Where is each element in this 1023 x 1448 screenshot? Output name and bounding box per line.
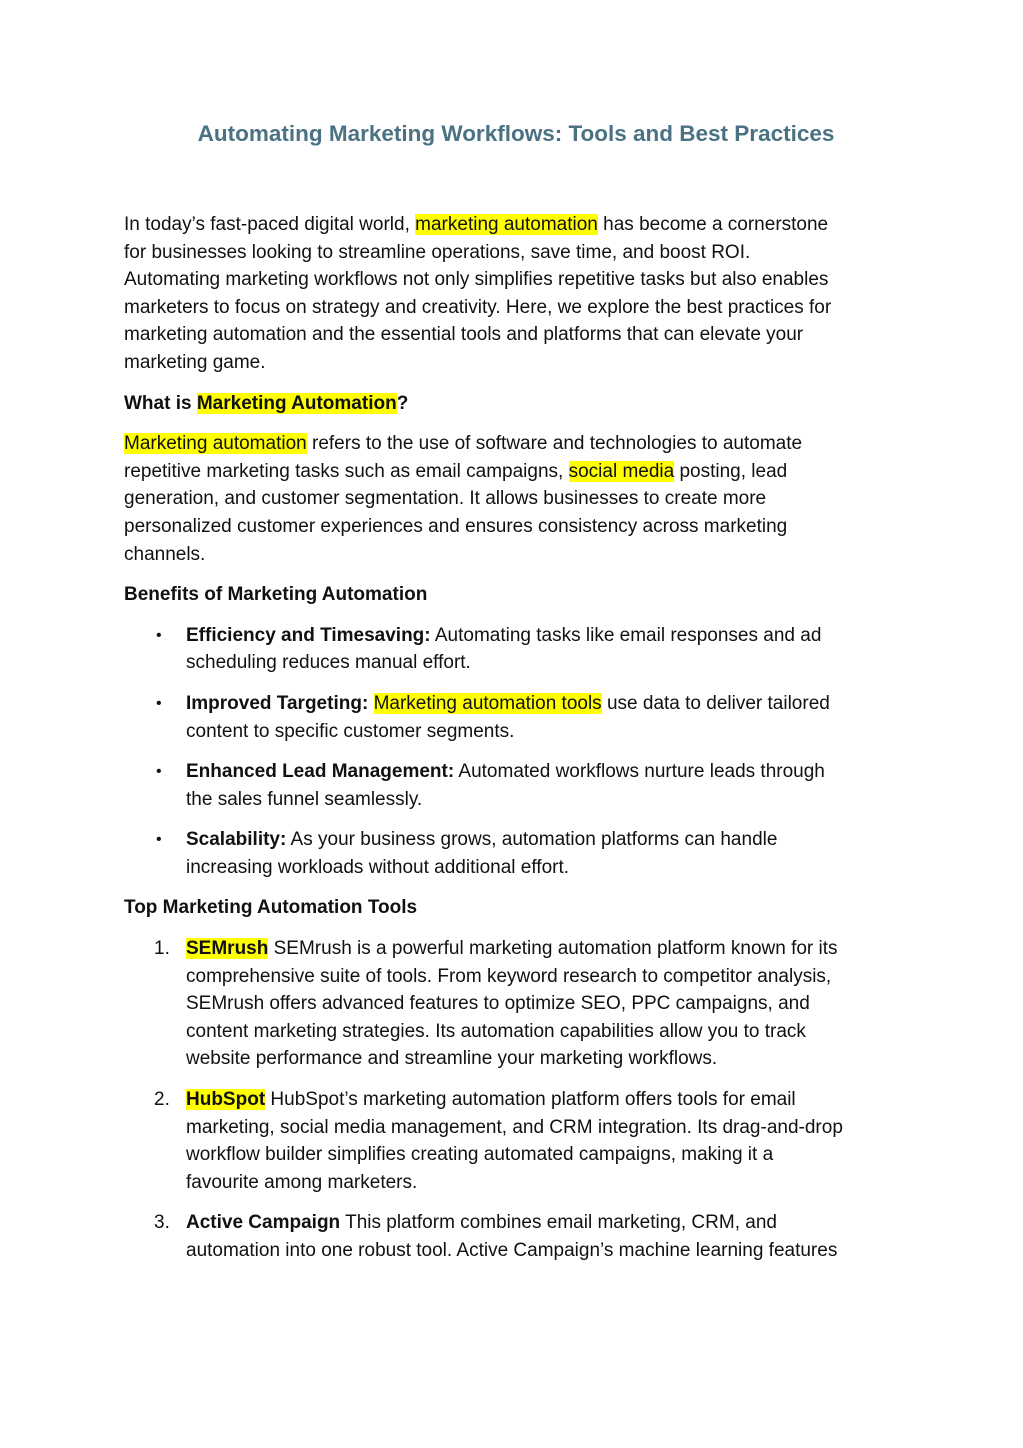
tool-name-active-campaign: Active Campaign — [186, 1212, 341, 1234]
tool-line — [186, 1209, 914, 1237]
intro-paragraph — [124, 211, 914, 377]
intro-line: marketers to focus on strategy and creativity. Here, we explore the best practices for — [124, 296, 832, 318]
highlight-marketing-automation: Marketing automation — [124, 433, 307, 455]
list-number: 3. — [154, 1212, 170, 1234]
list-number: 2. — [154, 1089, 170, 1111]
definition-text: refers to the use of software and technologies to automate — [306, 433, 803, 455]
intro-line: Automating marketing workflows not only simplifies repetitive tasks but also enables — [124, 269, 829, 291]
bullet-icon: • — [156, 763, 162, 781]
heading-text: What is — [124, 392, 197, 414]
tools-heading: Top Marketing Automation Tools — [124, 897, 418, 919]
benefits-list — [124, 622, 914, 882]
tools-list — [124, 935, 914, 1265]
bullet-icon: • — [156, 694, 162, 712]
tool-line: SEMrush offers advanced features to optimize SEO, PPC campaigns, and — [186, 993, 810, 1015]
document-body — [124, 211, 914, 1265]
highlight-marketing-automation-heading: Marketing Automation — [196, 392, 397, 414]
tool-line: workflow builder simplifies creating automated campaigns, making it a — [186, 1144, 774, 1166]
what-is-heading — [124, 390, 914, 418]
benefit-item — [124, 622, 914, 677]
benefit-line: the sales funnel seamlessly. — [186, 788, 423, 810]
intro-line: marketing game. — [124, 351, 266, 373]
tool-line: marketing, social media management, and CRM integration. Its drag-and-drop — [186, 1116, 843, 1138]
highlight-social-media: social media — [568, 460, 675, 482]
benefit-line — [186, 826, 914, 854]
benefit-text: As your business grows, automation platforms can handle — [286, 829, 778, 851]
page-title: Automating Marketing Workflows: Tools and Best Practices — [197, 121, 835, 146]
definition-line — [124, 430, 914, 458]
definition-line: generation, and customer segmentation. It allows businesses to create more — [124, 488, 767, 510]
benefit-line: content to specific customer segments. — [186, 720, 515, 742]
tool-name-semrush: SEMrush — [186, 938, 269, 960]
benefit-item — [124, 758, 914, 813]
intro-text: has become a cornerstone — [597, 214, 829, 235]
list-number: 1. — [154, 938, 170, 960]
definition-text: posting, lead — [674, 460, 788, 482]
definition-text: repetitive marketing tasks such as email campaigns, — [124, 460, 569, 482]
tool-line: comprehensive suite of tools. From keyword research to competitor analysis, — [186, 965, 832, 987]
benefit-line — [186, 690, 914, 718]
tool-text: HubSpot’s marketing automation platform offers tools for email — [265, 1089, 796, 1111]
benefit-item — [124, 690, 914, 745]
benefit-item — [124, 826, 914, 881]
tool-line: favourite among marketers. — [186, 1171, 418, 1193]
tool-line: website performance and streamline your marketing workflows. — [186, 1048, 718, 1070]
benefit-title: Scalability: — [186, 829, 287, 851]
benefit-title: Enhanced Lead Management: — [186, 761, 455, 783]
benefit-text: Automating tasks like email responses and ad — [430, 624, 822, 646]
benefits-heading: Benefits of Marketing Automation — [124, 584, 428, 606]
benefit-text: use data to deliver tailored — [601, 692, 830, 714]
benefit-title: Efficiency and Timesaving: — [186, 624, 431, 646]
intro-line — [124, 211, 914, 239]
definition-line: personalized customer experiences and ensures consistency across marketing — [124, 515, 788, 537]
definition-line — [124, 458, 914, 486]
benefit-line: increasing workloads without additional effort. — [186, 856, 570, 878]
definition-paragraph — [124, 430, 914, 568]
benefit-line — [186, 758, 914, 786]
heading-text: ? — [396, 392, 409, 414]
intro-line: for businesses looking to streamline operations, save time, and boost ROI. — [124, 241, 751, 263]
benefit-title: Improved Targeting: — [186, 692, 369, 714]
bullet-icon: • — [156, 626, 162, 644]
tool-line — [186, 1086, 914, 1114]
tool-item-semrush — [124, 935, 914, 1073]
tool-line: content marketing strategies. Its automation capabilities allow you to track — [186, 1020, 806, 1042]
benefit-line: scheduling reduces manual effort. — [186, 652, 471, 674]
tool-text: SEMrush is a powerful marketing automation platform known for its — [268, 938, 838, 960]
intro-line: marketing automation and the essential tools and platforms that can elevate your — [124, 324, 804, 346]
highlight-marketing-automation-tools: Marketing automation tools — [373, 692, 602, 714]
bullet-icon: • — [156, 831, 162, 849]
highlight-marketing-automation: marketing automation — [415, 214, 598, 235]
tool-item-hubspot — [124, 1086, 914, 1196]
tool-name-hubspot: HubSpot — [186, 1089, 266, 1111]
intro-text: In today’s fast-paced digital world, — [124, 214, 416, 235]
benefit-line — [186, 622, 914, 650]
benefit-text: Automated workflows nurture leads through — [454, 761, 825, 783]
tool-line — [186, 935, 914, 963]
tool-line: automation into one robust tool. Active Campaign’s machine learning features — [186, 1240, 838, 1261]
tool-item-active-campaign — [124, 1209, 914, 1264]
tool-text: This platform combines email marketing, CRM, and — [340, 1212, 777, 1234]
definition-line: channels. — [124, 543, 206, 565]
